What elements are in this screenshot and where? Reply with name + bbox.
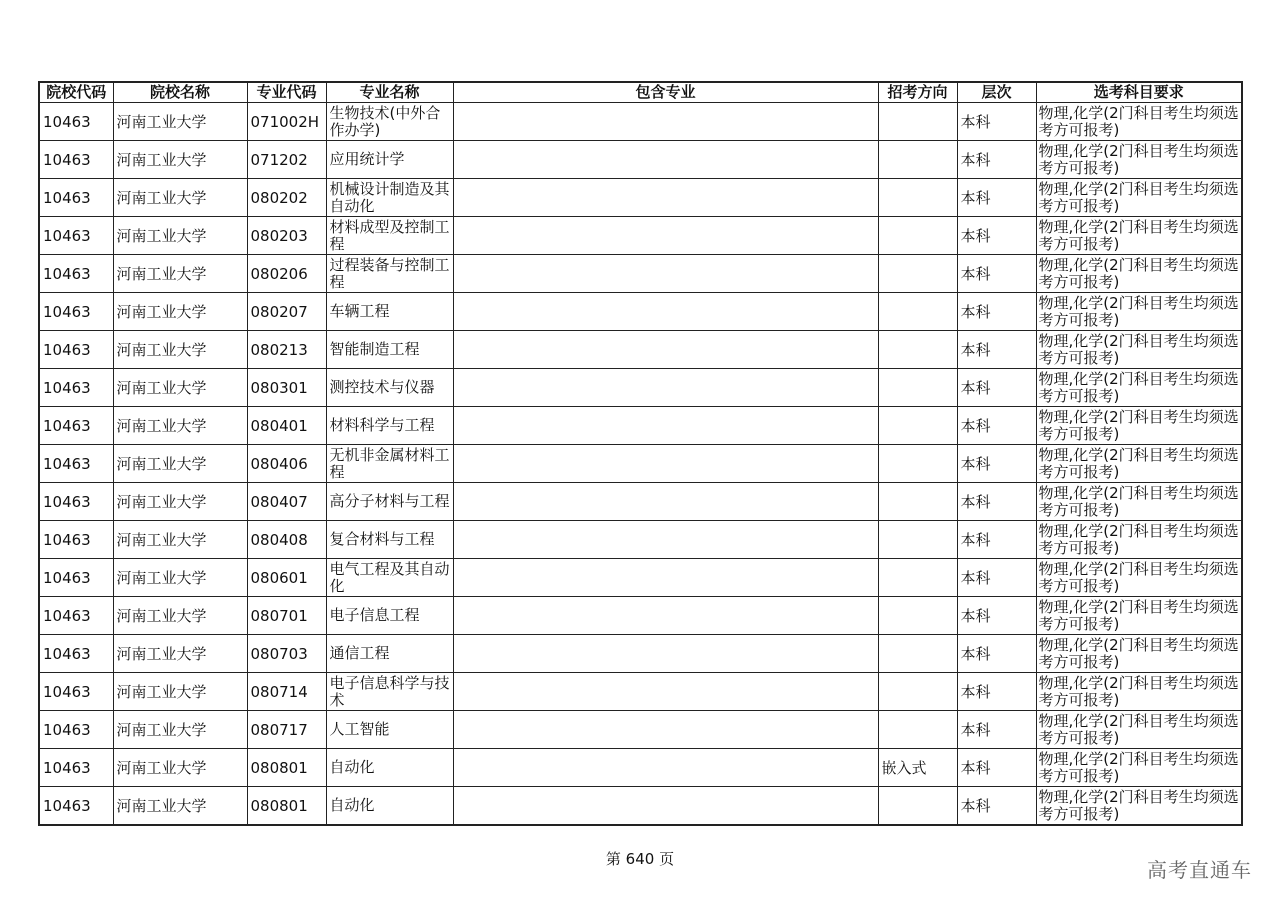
cell-school-code: 10463 [39, 673, 113, 711]
cell-major-name: 人工智能 [326, 711, 453, 749]
cell-major-name: 材料科学与工程 [326, 407, 453, 445]
cell-requirement: 物理,化学(2门科目考生均须选考方可报考) [1036, 331, 1242, 369]
cell-direction [878, 445, 957, 483]
cell-major-name: 材料成型及控制工程 [326, 217, 453, 255]
cell-includes [453, 255, 878, 293]
table-row [39, 141, 1242, 179]
cell-major-name: 电子信息科学与技术 [326, 673, 453, 711]
cell-includes [453, 179, 878, 217]
cell-school-code: 10463 [39, 635, 113, 673]
cell-school-code: 10463 [39, 217, 113, 255]
header-major-name: 专业名称 [326, 82, 453, 103]
cell-major-code: 080207 [247, 293, 326, 331]
table-row [39, 483, 1242, 521]
cell-school-code: 10463 [39, 293, 113, 331]
cell-school-code: 10463 [39, 749, 113, 787]
cell-school-name: 河南工业大学 [113, 293, 247, 331]
cell-major-name: 通信工程 [326, 635, 453, 673]
cell-major-code: 080206 [247, 255, 326, 293]
cell-includes [453, 407, 878, 445]
header-school-code: 院校代码 [39, 82, 113, 103]
cell-major-code: 080801 [247, 787, 326, 826]
cell-school-name: 河南工业大学 [113, 635, 247, 673]
cell-school-name: 河南工业大学 [113, 559, 247, 597]
cell-major-code: 080801 [247, 749, 326, 787]
cell-level: 本科 [957, 407, 1036, 445]
table-row [39, 445, 1242, 483]
cell-level: 本科 [957, 103, 1036, 141]
cell-school-name: 河南工业大学 [113, 103, 247, 141]
cell-includes [453, 369, 878, 407]
cell-school-code: 10463 [39, 559, 113, 597]
cell-level: 本科 [957, 787, 1036, 826]
cell-major-code: 071002H [247, 103, 326, 141]
cell-school-code: 10463 [39, 787, 113, 826]
page-number: 第 640 页 [605, 850, 675, 868]
cell-includes [453, 673, 878, 711]
table-row [39, 407, 1242, 445]
cell-school-code: 10463 [39, 521, 113, 559]
cell-includes [453, 293, 878, 331]
cell-major-name: 应用统计学 [326, 141, 453, 179]
cell-requirement: 物理,化学(2门科目考生均须选考方可报考) [1036, 749, 1242, 787]
cell-requirement: 物理,化学(2门科目考生均须选考方可报考) [1036, 255, 1242, 293]
cell-major-code: 080703 [247, 635, 326, 673]
cell-requirement: 物理,化学(2门科目考生均须选考方可报考) [1036, 711, 1242, 749]
cell-school-name: 河南工业大学 [113, 483, 247, 521]
cell-includes [453, 331, 878, 369]
cell-major-code: 080301 [247, 369, 326, 407]
cell-level: 本科 [957, 749, 1036, 787]
cell-school-name: 河南工业大学 [113, 711, 247, 749]
cell-direction [878, 597, 957, 635]
cell-school-name: 河南工业大学 [113, 749, 247, 787]
table-row [39, 673, 1242, 711]
cell-requirement: 物理,化学(2门科目考生均须选考方可报考) [1036, 293, 1242, 331]
cell-major-name: 自动化 [326, 787, 453, 826]
cell-direction [878, 141, 957, 179]
admissions-table [38, 81, 1243, 826]
cell-level: 本科 [957, 293, 1036, 331]
cell-level: 本科 [957, 445, 1036, 483]
cell-major-code: 080406 [247, 445, 326, 483]
cell-school-name: 河南工业大学 [113, 141, 247, 179]
cell-direction [878, 217, 957, 255]
cell-major-name: 电气工程及其自动化 [326, 559, 453, 597]
table-row [39, 293, 1242, 331]
cell-includes [453, 521, 878, 559]
cell-school-name: 河南工业大学 [113, 217, 247, 255]
cell-includes [453, 103, 878, 141]
cell-school-name: 河南工业大学 [113, 521, 247, 559]
cell-major-code: 080407 [247, 483, 326, 521]
table-row [39, 369, 1242, 407]
cell-major-name: 电子信息工程 [326, 597, 453, 635]
cell-includes [453, 483, 878, 521]
cell-school-code: 10463 [39, 445, 113, 483]
cell-school-name: 河南工业大学 [113, 673, 247, 711]
cell-level: 本科 [957, 369, 1036, 407]
cell-school-code: 10463 [39, 597, 113, 635]
cell-major-name: 自动化 [326, 749, 453, 787]
cell-major-code: 080701 [247, 597, 326, 635]
cell-direction [878, 179, 957, 217]
header-direction: 招考方向 [878, 82, 957, 103]
cell-major-name: 车辆工程 [326, 293, 453, 331]
cell-requirement: 物理,化学(2门科目考生均须选考方可报考) [1036, 445, 1242, 483]
cell-major-code: 080408 [247, 521, 326, 559]
cell-direction [878, 635, 957, 673]
cell-includes [453, 445, 878, 483]
cell-school-name: 河南工业大学 [113, 597, 247, 635]
cell-school-code: 10463 [39, 711, 113, 749]
cell-major-name: 测控技术与仪器 [326, 369, 453, 407]
cell-direction [878, 103, 957, 141]
cell-major-name: 无机非金属材料工程 [326, 445, 453, 483]
cell-level: 本科 [957, 141, 1036, 179]
cell-requirement: 物理,化学(2门科目考生均须选考方可报考) [1036, 179, 1242, 217]
table-row [39, 103, 1242, 141]
cell-includes [453, 597, 878, 635]
cell-requirement: 物理,化学(2门科目考生均须选考方可报考) [1036, 141, 1242, 179]
cell-includes [453, 787, 878, 826]
table-row [39, 711, 1242, 749]
cell-requirement: 物理,化学(2门科目考生均须选考方可报考) [1036, 483, 1242, 521]
cell-direction [878, 711, 957, 749]
header-includes: 包含专业 [453, 82, 878, 103]
cell-level: 本科 [957, 559, 1036, 597]
cell-direction [878, 369, 957, 407]
cell-direction [878, 331, 957, 369]
cell-requirement: 物理,化学(2门科目考生均须选考方可报考) [1036, 635, 1242, 673]
cell-level: 本科 [957, 673, 1036, 711]
cell-major-code: 080717 [247, 711, 326, 749]
cell-direction [878, 483, 957, 521]
header-school-name: 院校名称 [113, 82, 247, 103]
cell-major-name: 过程装备与控制工程 [326, 255, 453, 293]
cell-direction [878, 559, 957, 597]
cell-requirement: 物理,化学(2门科目考生均须选考方可报考) [1036, 559, 1242, 597]
cell-major-name: 智能制造工程 [326, 331, 453, 369]
table-row [39, 749, 1242, 787]
cell-school-name: 河南工业大学 [113, 255, 247, 293]
cell-level: 本科 [957, 255, 1036, 293]
cell-requirement: 物理,化学(2门科目考生均须选考方可报考) [1036, 673, 1242, 711]
cell-school-code: 10463 [39, 483, 113, 521]
cell-level: 本科 [957, 483, 1036, 521]
table-row [39, 217, 1242, 255]
cell-requirement: 物理,化学(2门科目考生均须选考方可报考) [1036, 103, 1242, 141]
cell-direction [878, 787, 957, 826]
cell-includes [453, 559, 878, 597]
cell-level: 本科 [957, 179, 1036, 217]
header-major-code: 专业代码 [247, 82, 326, 103]
table-row [39, 787, 1242, 826]
table-row [39, 597, 1242, 635]
table-body [39, 103, 1242, 826]
cell-school-code: 10463 [39, 369, 113, 407]
cell-level: 本科 [957, 331, 1036, 369]
cell-major-code: 080202 [247, 179, 326, 217]
table-row [39, 255, 1242, 293]
cell-direction [878, 293, 957, 331]
table-row [39, 331, 1242, 369]
cell-requirement: 物理,化学(2门科目考生均须选考方可报考) [1036, 597, 1242, 635]
cell-level: 本科 [957, 711, 1036, 749]
cell-school-name: 河南工业大学 [113, 787, 247, 826]
cell-school-name: 河南工业大学 [113, 407, 247, 445]
cell-requirement: 物理,化学(2门科目考生均须选考方可报考) [1036, 521, 1242, 559]
cell-includes [453, 711, 878, 749]
table-row [39, 179, 1242, 217]
cell-requirement: 物理,化学(2门科目考生均须选考方可报考) [1036, 369, 1242, 407]
cell-requirement: 物理,化学(2门科目考生均须选考方可报考) [1036, 217, 1242, 255]
cell-requirement: 物理,化学(2门科目考生均须选考方可报考) [1036, 787, 1242, 826]
cell-major-code: 080601 [247, 559, 326, 597]
cell-level: 本科 [957, 217, 1036, 255]
cell-major-code: 080213 [247, 331, 326, 369]
cell-school-code: 10463 [39, 255, 113, 293]
cell-major-code: 080401 [247, 407, 326, 445]
cell-school-code: 10463 [39, 141, 113, 179]
cell-includes [453, 749, 878, 787]
cell-school-code: 10463 [39, 179, 113, 217]
cell-level: 本科 [957, 521, 1036, 559]
watermark-logo-text: 高考直通车 [1147, 858, 1252, 882]
cell-school-code: 10463 [39, 407, 113, 445]
cell-school-name: 河南工业大学 [113, 369, 247, 407]
table-row [39, 559, 1242, 597]
cell-direction [878, 521, 957, 559]
cell-major-name: 复合材料与工程 [326, 521, 453, 559]
cell-school-name: 河南工业大学 [113, 331, 247, 369]
cell-direction [878, 407, 957, 445]
cell-major-code: 080203 [247, 217, 326, 255]
cell-requirement: 物理,化学(2门科目考生均须选考方可报考) [1036, 407, 1242, 445]
cell-major-code: 080714 [247, 673, 326, 711]
cell-level: 本科 [957, 635, 1036, 673]
cell-major-name: 高分子材料与工程 [326, 483, 453, 521]
cell-includes [453, 635, 878, 673]
cell-level: 本科 [957, 597, 1036, 635]
cell-includes [453, 141, 878, 179]
cell-school-code: 10463 [39, 103, 113, 141]
cell-direction: 嵌入式 [878, 749, 957, 787]
table-header-row [39, 82, 1242, 103]
table-row [39, 635, 1242, 673]
cell-major-code: 071202 [247, 141, 326, 179]
cell-school-name: 河南工业大学 [113, 179, 247, 217]
cell-school-name: 河南工业大学 [113, 445, 247, 483]
cell-direction [878, 673, 957, 711]
header-requirement: 选考科目要求 [1036, 82, 1242, 103]
cell-includes [453, 217, 878, 255]
cell-major-name: 机械设计制造及其自动化 [326, 179, 453, 217]
cell-school-code: 10463 [39, 331, 113, 369]
header-level: 层次 [957, 82, 1036, 103]
cell-direction [878, 255, 957, 293]
cell-major-name: 生物技术(中外合作办学) [326, 103, 453, 141]
table-row [39, 521, 1242, 559]
